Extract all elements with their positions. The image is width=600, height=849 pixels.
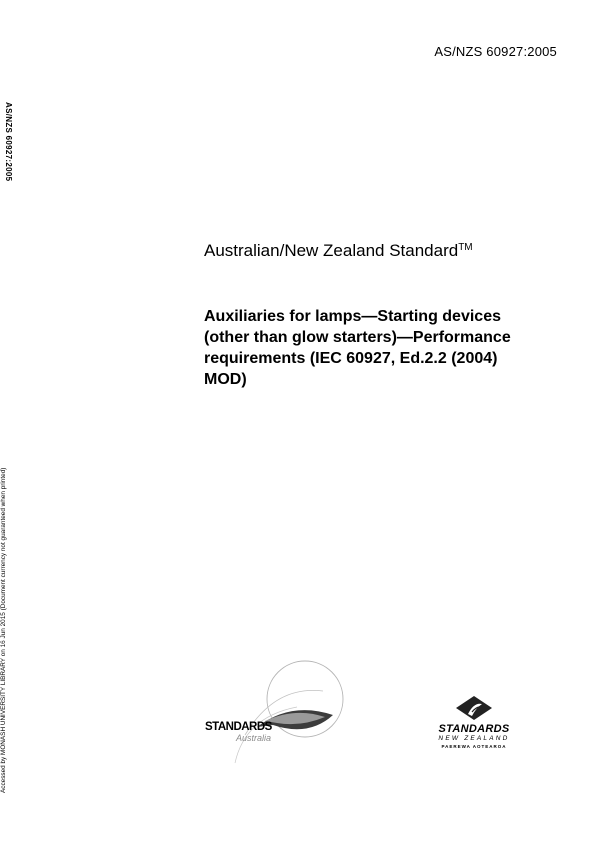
title-line: Auxiliaries for lamps—Starting devices <box>204 308 501 325</box>
standards-new-zealand-logo <box>428 694 528 764</box>
standards-australia-logo <box>205 657 365 767</box>
trademark-mark: TM <box>458 242 473 253</box>
logo-word: STANDARDS <box>438 723 510 735</box>
document-title <box>204 306 564 390</box>
swirl-emblem-icon <box>205 657 365 767</box>
standard-type-label: Australian/New Zealand Standard <box>204 241 459 260</box>
title-line: MOD) <box>204 371 247 388</box>
document-code: AS/NZS 60927:2005 <box>434 44 557 59</box>
logo-word: STANDARDS <box>205 721 272 733</box>
logo-country: NEW ZEALAND <box>438 735 510 742</box>
standard-type <box>204 241 473 261</box>
logo-subword: Australia <box>236 733 272 743</box>
access-note: Accessed by MONASH UNIVERSITY LIBRARY on 16 Jun 2015 (Document currency not guaranteed when printed) <box>0 467 7 793</box>
spine-code: AS/NZS 60927:2005 <box>4 102 13 182</box>
title-line: (other than glow starters)—Performance <box>204 329 511 346</box>
title-line: requirements (IEC 60927, Ed.2.2 (2004) <box>204 350 498 367</box>
standards-nz-emblem-icon <box>452 694 496 724</box>
logo-maori: PAEREWA AOTEAROA <box>441 744 507 749</box>
